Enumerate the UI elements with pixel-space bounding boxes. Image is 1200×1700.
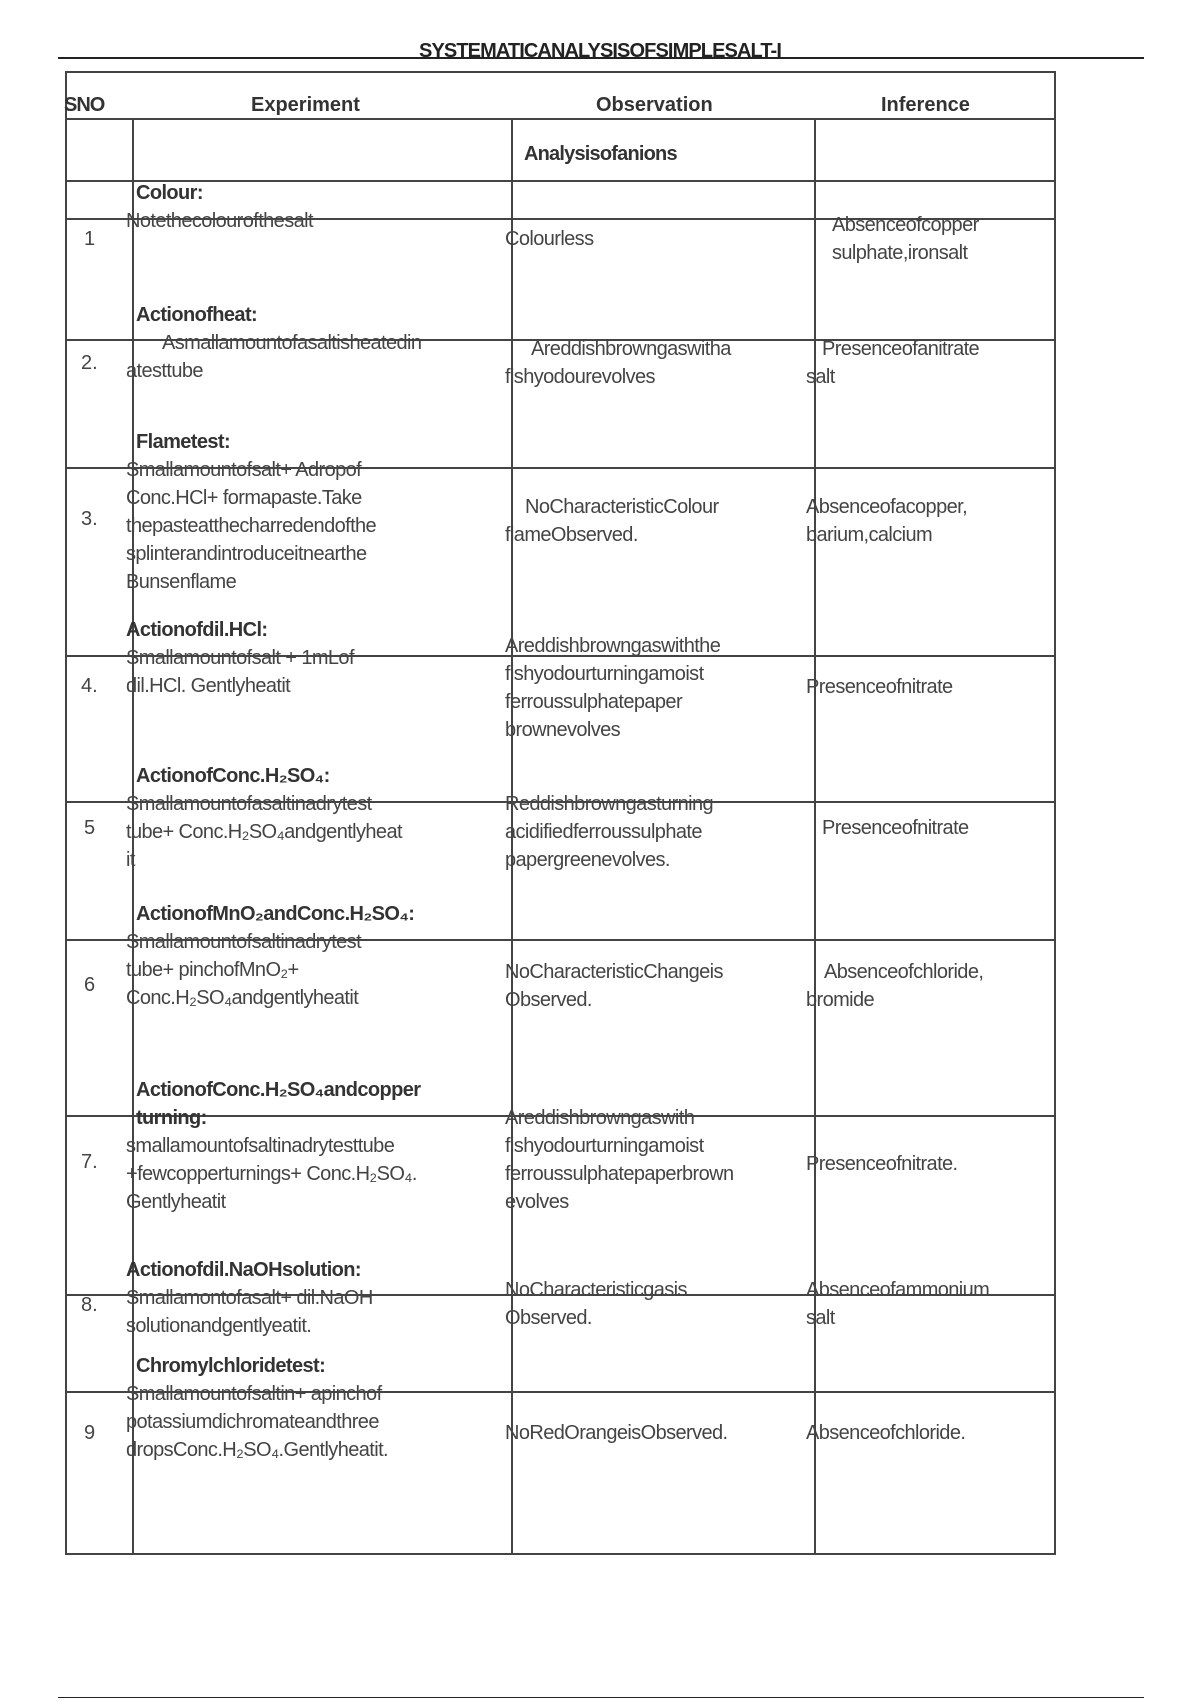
row-3-inference: Absenceofacopper, barium,calcium — [806, 496, 968, 546]
row-7-inference: Presenceofnitrate. — [806, 1153, 958, 1175]
header-experiment: Experiment — [251, 94, 360, 116]
row-1-heading: Colour: — [136, 182, 203, 204]
row-5-heading: ActionofConc.H₂SO₄: — [136, 765, 330, 787]
row-6-observation: NoCharacteristicChangeis Observed. — [505, 961, 723, 1011]
row-9-sno: 9 — [84, 1422, 96, 1444]
row-1-observation: Colourless — [505, 228, 594, 250]
row-line-section — [65, 180, 1056, 182]
row-6-sno: 6 — [84, 974, 96, 996]
row-7-observation: Areddishbrowngaswith fishyodourturningamoist ferroussulphatepaperbrown evolves — [505, 1107, 734, 1213]
row-2-sno: 2. — [81, 352, 98, 374]
row-5-procedure: Smallamountofasaltinadrytest tube+ Conc.H₂SO₄andgentlyheat it — [126, 793, 402, 871]
row-5-observation: Reddishbrowngasturning acidifiedferroussulphate papergreenevolves. — [505, 793, 714, 871]
row-2-observation: Areddishbrowngaswitha fishyodourevolves — [505, 338, 731, 388]
row-1-sno: 1 — [84, 228, 96, 250]
row-9-inference: Absenceofchloride. — [806, 1422, 966, 1444]
row-4-observation: Areddishbrowngaswiththe fishyodourturningamoist ferroussulphatepaper brownevolves — [505, 635, 721, 741]
row-1-inference: Absenceofcopper sulphate,ironsalt — [832, 214, 979, 264]
row-6-procedure: Smallamountofsaltinadrytest tube+ pinchofMnO₂+ Conc.H₂SO₄andgentlyheatit — [126, 931, 362, 1009]
row-2-inference: Presenceofanitrate salt — [806, 338, 980, 388]
header-sno: SNO — [64, 94, 105, 116]
header-observation: Observation — [596, 94, 713, 116]
row-9-procedure: Smallamountofsaltin+ apinchof potassiumdichromateandthree dropsConc.H₂SO₄.Gentlyheatit. — [126, 1383, 388, 1461]
row-8-inference: Absenceofammonium salt — [806, 1279, 990, 1329]
row-5-sno: 5 — [84, 817, 96, 839]
row-7-procedure: smallamountofsaltinadrytesttube +fewcopperturnings+ Conc.H₂SO₄. Gentlyheatit — [126, 1135, 417, 1213]
document-title: SYSTEMATICANALYSISOFSIMPLESALT-I — [419, 40, 781, 62]
row-5-inference: Presenceofnitrate — [822, 817, 969, 839]
row-3-heading: Flametest: — [136, 431, 231, 453]
row-8-sno: 8. — [81, 1294, 98, 1316]
row-8-observation: NoCharacteristicgasis Observed. — [505, 1279, 687, 1329]
row-2-heading: Actionofheat: — [136, 304, 258, 326]
row-4-procedure: Smallamountofsalt + 1mLof dil.HCl. Gentlyheatit — [126, 647, 354, 697]
row-7-sno: 7. — [81, 1151, 98, 1173]
bottom-rule — [58, 1697, 1144, 1698]
row-3-procedure: Smallamountofsalt+ Adropof Conc.HCl+ formapaste.Take thepasteatthecharredendofthe splinterandintroduceitnearthe Bunsenflame — [126, 459, 377, 593]
col-divider-3 — [814, 118, 816, 1555]
section-heading: Analysisofanions — [524, 143, 677, 165]
row-7-heading: ActionofConc.H₂SO₄andcopper turning: — [136, 1079, 421, 1129]
row-2-procedure: Asmallamountofasaltisheatedin atesttube — [126, 332, 422, 382]
row-4-inference: Presenceofnitrate — [806, 676, 953, 698]
row-9-heading: Chromylchloridetest: — [136, 1355, 326, 1377]
header-inference: Inference — [881, 94, 970, 116]
row-9-observation: NoRedOrangeisObserved. — [505, 1422, 728, 1444]
row-3-observation: NoCharacteristicColour flameObserved. — [505, 496, 719, 546]
row-1-procedure: Notethecolourofthesalt — [126, 210, 313, 232]
row-8-heading: Actionofdil.NaOHsolution: — [126, 1259, 361, 1281]
row-6-inference: Absenceofchloride, bromide — [806, 961, 984, 1011]
row-6-heading: ActionofMnO₂andConc.H₂SO₄: — [136, 903, 415, 925]
row-8-procedure: Smallamontofasalt+ dil.NaOH solutionandgentlyeatit. — [126, 1287, 373, 1337]
row-3-sno: 3. — [81, 508, 98, 530]
row-4-sno: 4. — [81, 675, 98, 697]
row-line-header — [65, 118, 1056, 120]
row-4-heading: Actionofdil.HCl: — [126, 619, 268, 641]
